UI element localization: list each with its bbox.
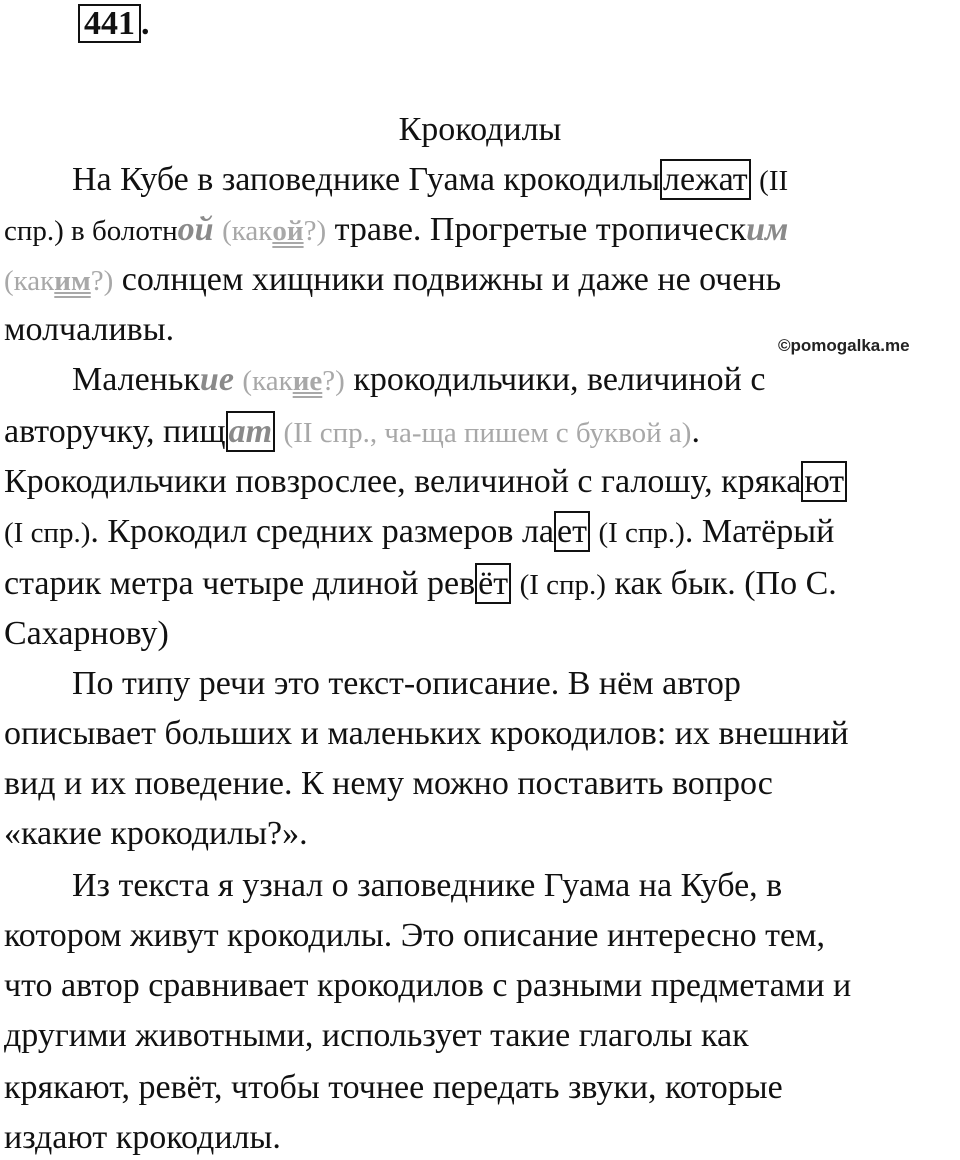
text-title: Крокодилы [398, 111, 562, 148]
p4-line-3: что автор сравнивает крокодилов с разными предметами и [4, 967, 852, 1004]
p1-line-1 [72, 160, 788, 201]
p1-line-2 [4, 210, 788, 251]
p4-line-6: издают крокодилы. [4, 1119, 281, 1156]
text-span: старик метра четыре длиной рев [4, 565, 476, 602]
hint-ending: ой [272, 215, 304, 247]
boxed-ending: ёт [475, 563, 511, 604]
text-span: солнцем хищники подвижны и даже не очень [121, 261, 782, 298]
conjugation-note: (I спр.) [4, 517, 91, 549]
hint-ending: ие [292, 365, 323, 397]
p2-line-6: Сахарнову) [4, 615, 169, 652]
p4-line-1: Из текста я узнал о заповеднике Гуама на Кубе, в [72, 867, 783, 904]
p4-line-5: крякают, ревёт, чтобы точнее передать звуки, которые [4, 1069, 783, 1106]
boxed-ending: ют [801, 461, 847, 502]
boxed-ending: ет [554, 511, 590, 552]
exercise-number-dot: . [141, 5, 150, 42]
text-span: спр.) в болотн [4, 215, 178, 247]
p3-line-1: По типу речи это текст-описание. В нём автор [72, 665, 741, 702]
text-span: Маленьк [72, 361, 200, 398]
ending-highlight: ой [177, 211, 214, 248]
p3-line-3: вид и их поведение. К нему можно поставить вопрос [4, 765, 773, 802]
spelling-note: (II спр., ча-ща пишем с буквой а) [283, 417, 692, 449]
hint-part: ?) [303, 215, 327, 247]
p2-line-3 [4, 462, 847, 502]
text-span: . [691, 413, 700, 450]
p2-line-2 [4, 412, 700, 453]
p2-line-1 [72, 360, 765, 401]
text-span: . Матёрый [684, 513, 835, 550]
hint-part: (как [242, 365, 293, 397]
p2-line-4 [4, 512, 834, 553]
exercise-number-box: 441 [78, 4, 141, 43]
text-span: . Крокодил средних размеров ла [90, 513, 555, 550]
hint-part: (как [4, 265, 55, 297]
watermark: ©pomogalka.me [778, 336, 910, 355]
p3-line-4: «какие крокодилы?». [4, 815, 308, 852]
text-span: авторучку, пищ [4, 413, 226, 450]
boxed-ending: ат [226, 411, 275, 452]
p4-line-2: котором живут крокодилы. Это описание интересно тем, [4, 917, 826, 954]
p3-line-2: описывает больших и маленьких крокодилов: их внешний [4, 715, 849, 752]
exercise-number [78, 4, 150, 43]
p2-line-5 [4, 564, 837, 605]
hint-part: (как [222, 215, 273, 247]
hint-part: ?) [90, 265, 114, 297]
ending-highlight: ие [199, 361, 234, 398]
conjugation-note: (I спр.) [598, 517, 685, 549]
question-hint [242, 365, 344, 397]
question-hint [4, 265, 113, 297]
p1-line-3 [4, 260, 781, 301]
boxed-word: лежат [660, 159, 751, 200]
conjugation-note: (I спр.) [519, 569, 606, 601]
hint-ending: им [54, 265, 91, 297]
p1-line-4: молчаливы. [4, 311, 175, 348]
conjugation-note: (II [759, 165, 789, 197]
text-span: как бык. (По С. [614, 565, 837, 602]
p4-line-4: другими животными, использует такие глаголы как [4, 1017, 749, 1054]
text-span: крокодильчики, величиной с [353, 361, 766, 398]
ending-highlight: им [746, 211, 789, 248]
text-span: Крокодильчики повзрослее, величиной с галошу, кряка [4, 463, 802, 500]
text-span: На Кубе в заповеднике Гуама крокодилы [72, 161, 661, 198]
text-span: траве. Прогретые тропическ [334, 211, 747, 248]
question-hint [222, 215, 326, 247]
hint-part: ?) [322, 365, 345, 397]
